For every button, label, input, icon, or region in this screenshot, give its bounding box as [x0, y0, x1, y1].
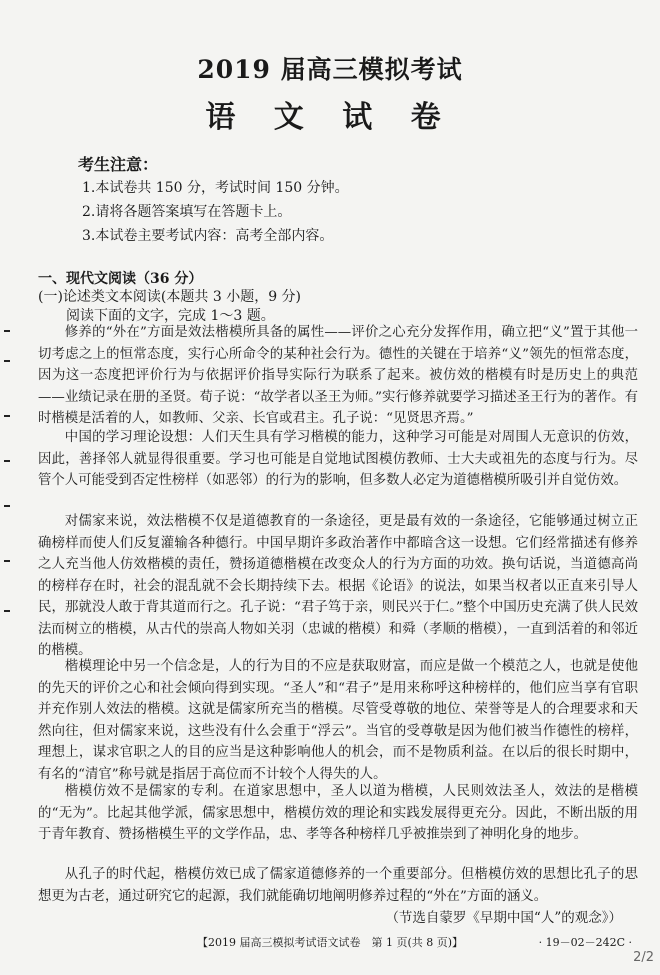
passage-paragraph: 从孔子的时代起，楷模仿效已成了儒家道德修养的一个重要部分。但楷模仿效的思想比孔子的思想更为古老，通过研究它的起源，我们就能确切地阐明修养过程的“外在”方面的涵义。: [38, 867, 638, 904]
exam-title: 2019 届高三模拟考试: [197, 55, 463, 84]
subsection-heading: (一)论述类文本阅读(本题共 3 小题，9 分): [38, 289, 302, 305]
notice-item: 2.请将各题答案填写在答题卡上。: [82, 204, 292, 220]
passage-paragraph: 修养的“外在”方面是效法楷模所具备的属性——评价之心充分发挥作用，确立把“义”置于其他一切考虑之上的恒常态度，实行心所命令的某种社会行为。德性的关键在于培养“义”领先的恒常态度，因为这一态度把评价行为与依据评价指导实际行为联系了起来。被仿效的楷模有时是历史上的典范——业绩记录在册的圣贤。荀子说：“故学者以圣王为师。”实行修养就要学习描述圣王行为的著作。有时楷模是活着的人，如教师、父亲、长官或君主。孔子说：“见贤思齐焉。”: [38, 325, 638, 426]
page-indicator: 2/2: [633, 950, 654, 965]
notice-item: 1.本试卷共 150 分，考试时间 150 分钟。: [82, 180, 349, 196]
notice-heading: 考生注意：: [78, 155, 159, 174]
exam-subject-title: 语 文 试 卷: [205, 100, 455, 135]
passage-paragraph: 楷模仿效不是儒家的专利。在道家思想中，圣人以道为楷模，人民则效法圣人，效法的是楷模的“无为”。比起其他学派，儒家思想中，楷模仿效的理论和实践发展得更充分。因此，不断出版的用于青年教育、赞扬楷模生平的文学作品，忠、孝等各种榜样几乎被推崇到了神明化身的地步。: [38, 784, 638, 842]
reading-instruction: 阅读下面的文字，完成 1～3 题。: [66, 308, 275, 324]
section-heading: 一、现代文阅读（36 分）: [38, 271, 203, 287]
passage-paragraph: 楷模理论中另一个信念是，人的行为目的不应是获取财富，而应是做一个模范之人，也就是使他的先天的评价之心和社会倾向得到实现。“圣人”和“君子”是用来称呼这种榜样的，他们应当享有官职并充作别人效法的楷模。这就是儒家所充当的楷模。尽管受尊敬的地位、荣誉等是人的合理要求和天然向往，但对儒家来说，这些没有什么会重于“浮云”。当官的受尊敬是因为他们被当作德性的榜样，理想上，谋求官职之人的目的应当是这种影响他人的机会，而不是物质利益。在以后的很长时期中，有名的“清官”称号就是指居于高位而不计较个人得失的人。: [38, 659, 638, 782]
footer-code: · 19－02－242C ·: [538, 936, 632, 949]
source-citation: （节选自蒙罗《早期中国“人”的观念》）: [385, 910, 622, 926]
notice-item: 3.本试卷主要考试内容：高考全部内容。: [82, 228, 334, 244]
passage-paragraph: 中国的学习理论设想：人们天生具有学习楷模的能力，这种学习可能是对周围人无意识的仿效，因此，善择邻人就显得很重要。学习也可能是自觉地试图模仿教师、士大夫或祖先的态度与行为。尽管个人可能受到否定性榜样（如恶邻）的行为的影响，但多数人必定为道德楷模所吸引并自觉仿效。: [38, 430, 638, 488]
passage-paragraph: 对儒家来说，效法楷模不仅是道德教育的一条途径，更是最有效的一条途径，它能够通过树立正确榜样而使人们反复灌输各种德行。中国早期许多政治著作中都暗含这一设想。它们经常描述有修养之人充当他人仿效楷模的责任，赞扬道德楷模在改变众人的行为方面的功效。换句话说，当道德高尚的榜样存在时，社会的混乱就不会长期持续下去。根据《论语》的说法，如果当权者以正直来引导人民，那就没人敢于背其道而行之。孔子说：“君子笃于亲，则民兴于仁。”整个中国历史充满了供人民效法而树立的楷模，从古代的崇高人物如关羽（忠诚的楷模）和舜（孝顺的楷模），一直到活着的和邻近的楷模。: [38, 514, 638, 658]
footer-page-info: 【2019 届高三模拟考试语文试卷 第 1 页(共 8 页)】: [196, 936, 464, 949]
